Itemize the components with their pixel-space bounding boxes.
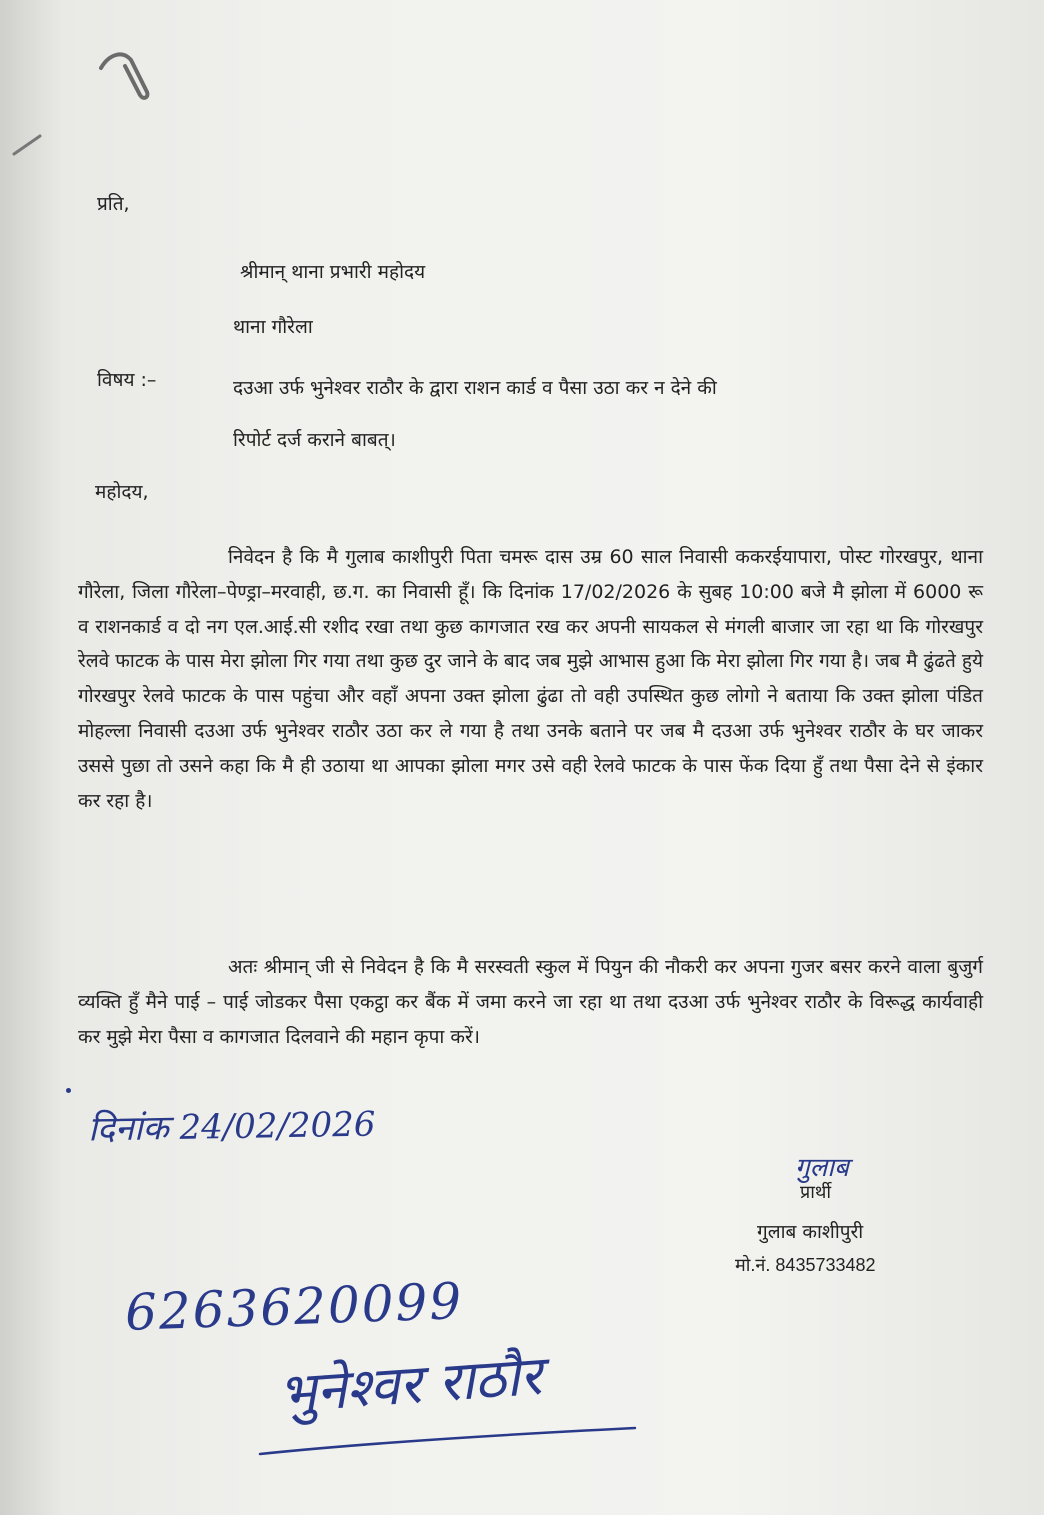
handwritten-date: दिनांक 24/02/2026 (87, 1104, 376, 1150)
paper-clip-icon (95, 40, 165, 110)
applicant-label: प्रार्थी (800, 1182, 832, 1203)
applicant-signature: गुलाब (795, 1153, 849, 1183)
body-paragraph-1-text: निवेदन है कि मै गुलाब काशीपुरी पिता चमरू दास उम्र 60 साल निवासी ककरईयापारा, पोस्ट गोरखपुर, थाना गौरेला, जिला गौरेला–पेण्ड्रा–मरवाही, छ.ग. का निवासी हूँ। कि दिनांक 17/02/2026 के सुबह 10:00 बजे मै झोला में 6000 रू व राशनकार्ड व दो नग एल.आई.सी रशीद रखा तथा कुछ कागजात रख कर अपनी सायकल से मंगली बाजार जा रहा था कि गोरखपुर रेलवे फाटक के पास मेरा झोला गिर गया तथा कुछ दुर जाने के बाद जब मुझे आभास हुआ कि मेरा झोला गिर गया है। जब मै ढुंढते हुये गोरखपुर रेलवे फाटक के पास पहुंचा और वहाँ अपना उक्त झोला ढुंढा तो वही उपस्थित कुछ लोगो ने बताया कि उक्त झोला पंडित मोहल्ला निवासी दउआ उर्फ भुनेश्वर राठौर उठा कर ले गया है तथा उनके बताने पर जब मै दउआ उर्फ भुनेश्वर राठौर के घर जाकर उससे पुछा तो उसने कहा कि मै ही उठाया था आपका झोला मगर उसे वही रेलवे फाटक के पास फेंक दिया हुँ तथा पैसा देने से इंकार कर रहा है। (78, 546, 983, 812)
subject-line-1: दउआ उर्फ भुनेश्वर राठौर के द्वारा राशन कार्ड व पैसा उठा कर न देने की (233, 377, 717, 399)
addressee-line-1: श्रीमान् थाना प्रभारी महोदय (240, 261, 426, 283)
applicant-name: गुलाब काशीपुरी (757, 1221, 864, 1243)
subject-line-2: रिपोर्ट दर्ज कराने बाबत्। (233, 429, 396, 451)
subject-label: विषय :– (97, 369, 157, 391)
addressee-line-2: थाना गौरेला (233, 316, 313, 338)
applicant-mobile: मो.नं. 8435733482 (735, 1255, 876, 1275)
ink-dot (66, 1088, 71, 1093)
handwritten-phone: 6263620099 (124, 1272, 465, 1342)
body-paragraph-2-text: अतः श्रीमान् जी से निवेदन है कि मै सरस्वती स्कुल में पियुन की नौकरी कर अपना गुजर बसर करने वाला बुजुर्ग व्यक्ति हुँ मैने पाई – पाई जोडकर पैसा एकट्ठा कर बैंक में जमा करने जा रहा था तथा दउआ उर्फ भुनेश्वर राठौर के विरूद्ध कार्यवाही कर मुझे मेरा पैसा व कागजात दिलवाने की महान कृपा करें। (78, 956, 983, 1048)
handwritten-name: भुनेश्वर राठौर (276, 1343, 544, 1426)
staple-mark-icon (10, 130, 50, 160)
body-paragraph-1 (78, 540, 983, 818)
salutation: महोदय, (95, 481, 149, 503)
to-label: प्रति, (97, 193, 130, 215)
body-paragraph-2 (78, 950, 983, 1054)
signature-underline (255, 1420, 645, 1460)
